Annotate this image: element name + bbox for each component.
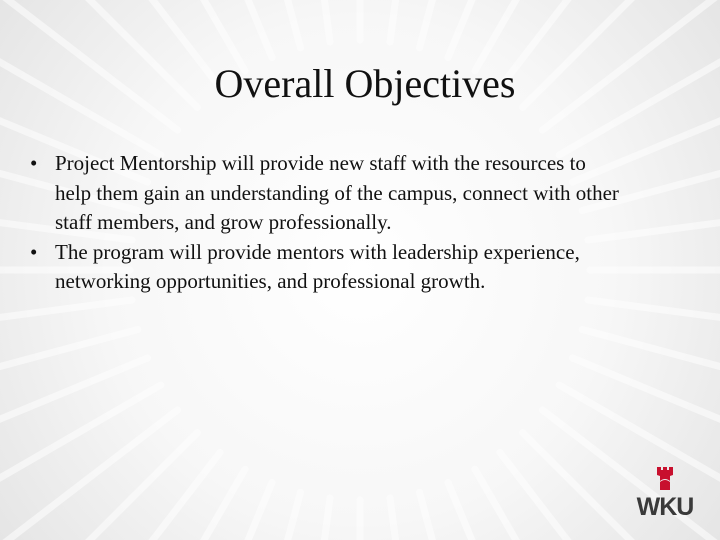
- bullet-list: [30, 149, 680, 297]
- bullet-dot-icon: •: [30, 239, 38, 264]
- logo-text: WKU: [636, 493, 694, 521]
- bullet-line: The program will provide mentors with leadership experience,: [55, 239, 580, 264]
- wku-logo: [632, 465, 698, 523]
- bullet-dot-icon: •: [30, 151, 38, 175]
- bullet-line: help them gain an understanding of the campus, connect with other: [55, 180, 619, 205]
- slide-title: Overall Objectives: [214, 61, 516, 106]
- bullet-line: networking opportunities, and professional growth.: [55, 269, 486, 293]
- bullet-item: [30, 238, 680, 297]
- bullet-line: staff members, and grow professionally.: [55, 210, 392, 234]
- bullet-item: [30, 149, 680, 238]
- red-towel-tower-icon: [656, 467, 674, 491]
- bullet-line: Project Mentorship will provide new staff with the resources to: [55, 151, 586, 175]
